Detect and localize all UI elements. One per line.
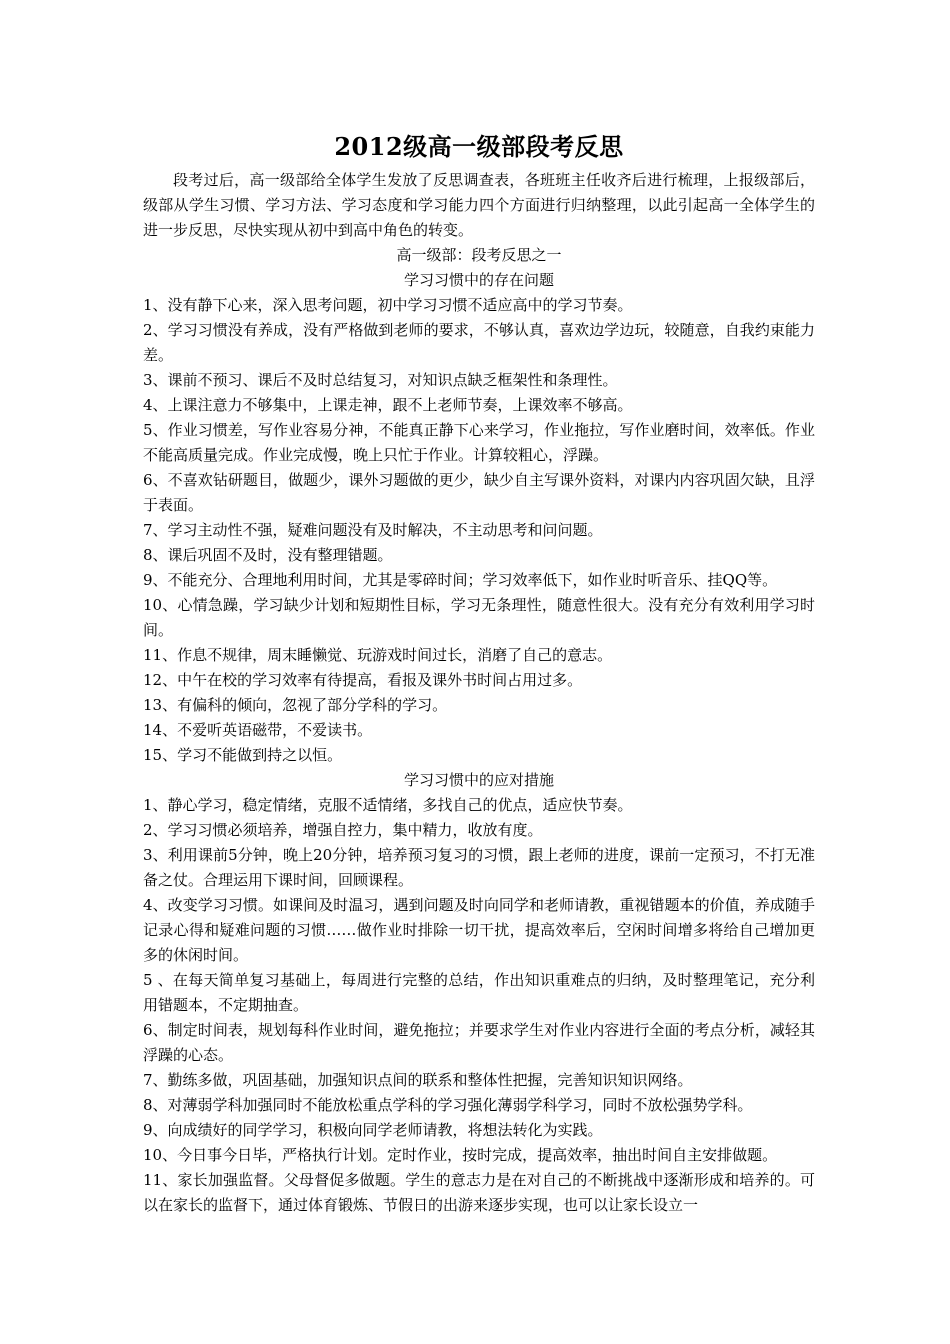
measure-item: 6、制定时间表，规划每科作业时间，避免拖拉；并要求学生对作业内容进行全面的考点分析，减轻其浮躁的心态。 <box>143 1021 815 1064</box>
measure-item: 8、对薄弱学科加强同时不能放松重点学科的学习强化薄弱学科学习，同时不放松强势学科。 <box>143 1096 753 1114</box>
problem-item: 9、不能充分、合理地利用时间，尤其是零碎时间；学习效率低下，如作业时听音乐、挂QQ等。 <box>143 571 778 589</box>
problem-item: 10、心情急躁，学习缺少计划和短期性目标，学习无条理性，随意性很大。没有充分有效利用学习时间。 <box>143 596 815 639</box>
problem-item: 2、学习习惯没有养成，没有严格做到老师的要求，不够认真，喜欢边学边玩，较随意，自我约束能力差。 <box>143 321 815 364</box>
problem-item: 7、学习主动性不强，疑难问题没有及时解决，不主动思考和问问题。 <box>143 521 603 539</box>
problem-item: 1、没有静下心来，深入思考问题，初中学习习惯不适应高中的学习节奏。 <box>143 296 633 314</box>
measures-list <box>143 793 815 1218</box>
problem-item: 6、不喜欢钻研题目，做题少，课外习题做的更少，缺少自主写课外资料，对课内内容巩固欠缺，且浮于表面。 <box>143 471 815 514</box>
problem-item: 11、作息不规律，周末睡懒觉、玩游戏时间过长，消磨了自己的意志。 <box>143 646 613 664</box>
problem-item: 8、课后巩固不及时，没有整理错题。 <box>143 546 393 564</box>
section-heading: 高一级部：段考反思之一 <box>396 246 562 264</box>
measures-heading: 学习习惯中的应对措施 <box>403 771 554 789</box>
problem-item: 13、有偏科的倾向，忽视了部分学科的学习。 <box>143 696 448 714</box>
measure-item: 5 、在每天简单复习基础上，每周进行完整的总结，作出知识重难点的归纳，及时整理笔记，充分利用错题本，不定期抽查。 <box>143 971 815 1014</box>
problem-item: 5、作业习惯差，写作业容易分神，不能真正静下心来学习，作业拖拉，写作业磨时间，效率低。作业不能高质量完成。作业完成慢，晚上只忙于作业。计算较粗心，浮躁。 <box>143 421 815 464</box>
document-title: 2012级高一级部段考反思 <box>334 132 624 161</box>
measure-item: 7、勤练多做，巩固基础，加强知识点间的联系和整体性把握，完善知识知识网络。 <box>143 1071 693 1089</box>
document-page <box>143 130 815 1218</box>
measure-item: 9、向成绩好的同学学习，积极向同学老师请教，将想法转化为实践。 <box>143 1121 603 1139</box>
problems-heading: 学习习惯中的存在问题 <box>403 271 554 289</box>
problem-item: 3、课前不预习、课后不及时总结复习，对知识点缺乏框架性和条理性。 <box>143 371 618 389</box>
measure-item: 2、学习习惯必须培养，增强自控力，集中精力，收放有度。 <box>143 821 543 839</box>
measure-item: 11、家长加强监督。父母督促多做题。学生的意志力是在对自己的不断挑战中逐渐形成和培养的。可以在家长的监督下，通过体育锻炼、节假日的出游来逐步实现，也可以让家长设立一 <box>143 1171 815 1214</box>
problem-item: 14、不爱听英语磁带，不爱读书。 <box>143 721 373 739</box>
problem-item: 4、上课注意力不够集中，上课走神，跟不上老师节奏，上课效率不够高。 <box>143 396 633 414</box>
measure-item: 1、静心学习，稳定情绪，克服不适情绪，多找自己的优点，适应快节奏。 <box>143 796 633 814</box>
measure-item: 10、今日事今日毕，严格执行计划。定时作业，按时完成，提高效率，抽出时间自主安排做题。 <box>143 1146 778 1164</box>
problem-item: 15、学习不能做到持之以恒。 <box>143 746 343 764</box>
problem-item: 12、中午在校的学习效率有待提高，看报及课外书时间占用过多。 <box>143 671 583 689</box>
problems-list <box>143 293 815 768</box>
measure-item: 3、利用课前5分钟，晚上20分钟，培养预习复习的习惯，跟上老师的进度，课前一定预习，不打无准备之仗。合理运用下课时间，回顾课程。 <box>143 846 815 889</box>
measure-item: 4、改变学习习惯。如课间及时温习，遇到问题及时向同学和老师请教，重视错题本的价值，养成随手记录心得和疑难问题的习惯……做作业时排除一切干扰，提高效率后，空闲时间增多将给自己增加更多的休闲时间。 <box>143 896 815 964</box>
intro-paragraph: 段考过后，高一级部给全体学生发放了反思调查表，各班班主任收齐后进行梳理，上报级部后，级部从学生习惯、学习方法、学习态度和学习能力四个方面进行归纳整理，以此引起高一全体学生的进一步反思，尽快实现从初中到高中角色的转变。 <box>143 171 815 239</box>
